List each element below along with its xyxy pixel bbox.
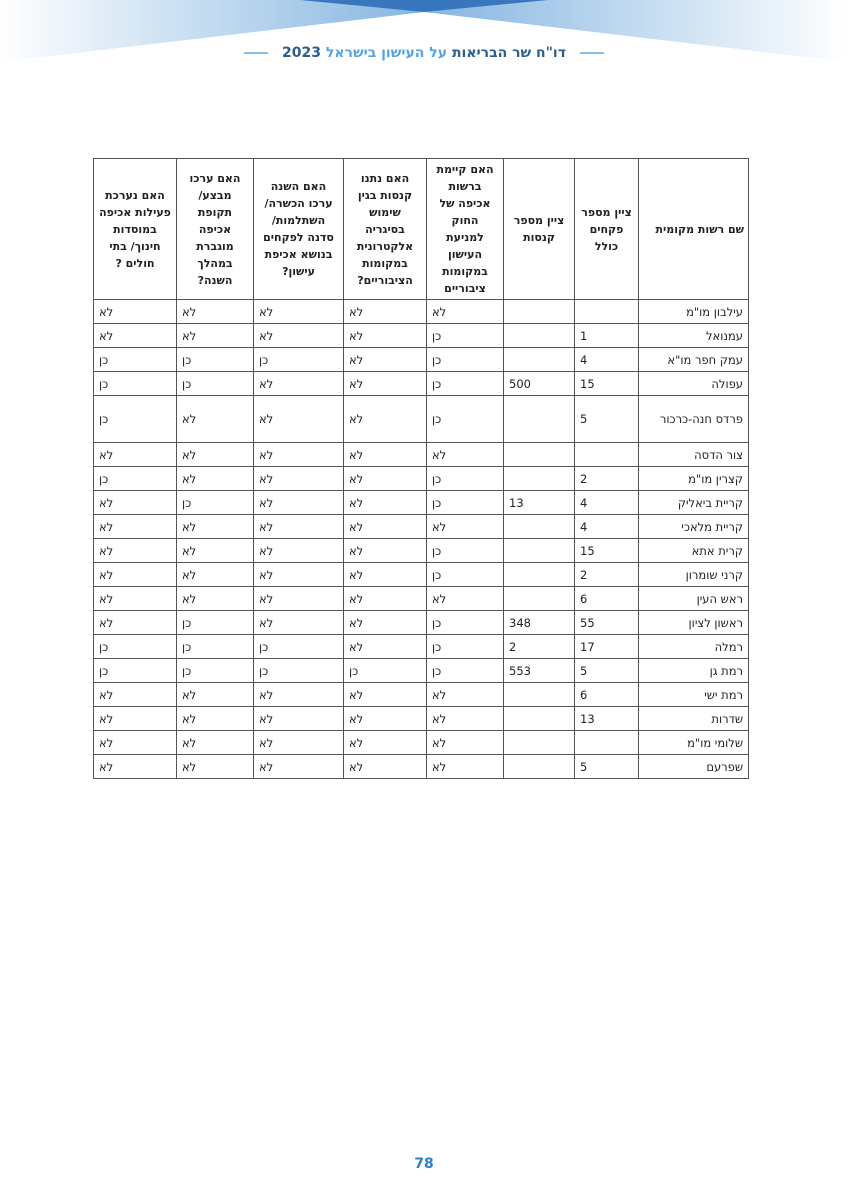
- campaign-cell: לא: [177, 587, 254, 611]
- fines-cell: [504, 587, 575, 611]
- enforcement-cell: כן: [427, 635, 504, 659]
- table-row: [94, 467, 749, 491]
- institutions-cell: לא: [94, 300, 177, 324]
- ecig-fines-cell: לא: [344, 491, 427, 515]
- ecig-fines-cell: לא: [344, 539, 427, 563]
- training-cell: לא: [254, 587, 344, 611]
- table-row: [94, 563, 749, 587]
- fines-cell: [504, 300, 575, 324]
- training-cell: לא: [254, 755, 344, 779]
- institutions-cell: כן: [94, 396, 177, 443]
- table-row: [94, 587, 749, 611]
- enforcement-cell: לא: [427, 755, 504, 779]
- enforcement-table: [93, 158, 749, 779]
- institutions-cell: לא: [94, 515, 177, 539]
- ecig-fines-cell: לא: [344, 515, 427, 539]
- fines-cell: [504, 467, 575, 491]
- authority-cell: עילבון מו"מ: [639, 300, 749, 324]
- institutions-cell: לא: [94, 443, 177, 467]
- enforcement-cell: לא: [427, 443, 504, 467]
- training-cell: לא: [254, 300, 344, 324]
- inspectors-cell: 17: [575, 635, 639, 659]
- enforcement-cell: כן: [427, 539, 504, 563]
- enforcement-cell: לא: [427, 707, 504, 731]
- fines-cell: 2: [504, 635, 575, 659]
- enforcement-cell: כן: [427, 659, 504, 683]
- fines-cell: [504, 443, 575, 467]
- enforcement-cell: כן: [427, 348, 504, 372]
- campaign-cell: כן: [177, 659, 254, 683]
- inspectors-cell: 6: [575, 683, 639, 707]
- page-number: 78: [414, 1156, 434, 1172]
- table-body: [94, 300, 749, 779]
- enforcement-cell: לא: [427, 731, 504, 755]
- inspectors-cell: 55: [575, 611, 639, 635]
- table-row: [94, 755, 749, 779]
- institutions-cell: כן: [94, 659, 177, 683]
- institutions-cell: לא: [94, 563, 177, 587]
- fines-cell: 348: [504, 611, 575, 635]
- inspectors-cell: 2: [575, 563, 639, 587]
- institutions-cell: כן: [94, 467, 177, 491]
- ecig-fines-cell: לא: [344, 396, 427, 443]
- enforcement-cell: כן: [427, 563, 504, 587]
- table-row: [94, 348, 749, 372]
- institutions-cell: כן: [94, 635, 177, 659]
- campaign-cell: לא: [177, 443, 254, 467]
- authority-cell: שפרעם: [639, 755, 749, 779]
- authority-cell: ראש העין: [639, 587, 749, 611]
- enforcement-cell: כן: [427, 611, 504, 635]
- authority-cell: שלומי מו"מ: [639, 731, 749, 755]
- report-header: [0, 45, 848, 61]
- campaign-cell: לא: [177, 324, 254, 348]
- campaign-cell: לא: [177, 300, 254, 324]
- table-row: [94, 611, 749, 635]
- fines-cell: [504, 707, 575, 731]
- table-row: [94, 635, 749, 659]
- col-header-authority: שם רשות מקומית: [639, 159, 749, 300]
- ecig-fines-cell: לא: [344, 300, 427, 324]
- campaign-cell: כן: [177, 635, 254, 659]
- table-row: [94, 659, 749, 683]
- table-row: [94, 539, 749, 563]
- header-rule-left: [244, 52, 268, 54]
- authority-cell: עפולה: [639, 372, 749, 396]
- campaign-cell: לא: [177, 707, 254, 731]
- enforcement-cell: כן: [427, 491, 504, 515]
- campaign-cell: כן: [177, 611, 254, 635]
- fines-cell: [504, 731, 575, 755]
- inspectors-cell: 4: [575, 491, 639, 515]
- ecig-fines-cell: לא: [344, 443, 427, 467]
- authority-cell: רמת גן: [639, 659, 749, 683]
- institutions-cell: לא: [94, 611, 177, 635]
- authority-cell: עמק חפר מו"א: [639, 348, 749, 372]
- training-cell: לא: [254, 324, 344, 348]
- enforcement-cell: לא: [427, 587, 504, 611]
- table-row: [94, 515, 749, 539]
- ecig-fines-cell: לא: [344, 755, 427, 779]
- fines-cell: [504, 396, 575, 443]
- inspectors-cell: 13: [575, 707, 639, 731]
- header-title-accent: על העישון בישראל: [325, 45, 448, 61]
- authority-cell: קרני שומרון: [639, 563, 749, 587]
- training-cell: לא: [254, 707, 344, 731]
- authority-cell: קריית ביאליק: [639, 491, 749, 515]
- training-cell: לא: [254, 515, 344, 539]
- ecig-fines-cell: לא: [344, 731, 427, 755]
- training-cell: לא: [254, 683, 344, 707]
- campaign-cell: לא: [177, 683, 254, 707]
- training-cell: לא: [254, 731, 344, 755]
- enforcement-cell: לא: [427, 300, 504, 324]
- inspectors-cell: 6: [575, 587, 639, 611]
- institutions-cell: לא: [94, 755, 177, 779]
- ecig-fines-cell: לא: [344, 563, 427, 587]
- campaign-cell: כן: [177, 491, 254, 515]
- campaign-cell: לא: [177, 515, 254, 539]
- campaign-cell: לא: [177, 396, 254, 443]
- inspectors-cell: 5: [575, 396, 639, 443]
- inspectors-cell: 15: [575, 372, 639, 396]
- campaign-cell: לא: [177, 563, 254, 587]
- campaign-cell: כן: [177, 348, 254, 372]
- training-cell: כן: [254, 348, 344, 372]
- enforcement-cell: לא: [427, 683, 504, 707]
- ecig-fines-cell: לא: [344, 348, 427, 372]
- table-row: [94, 300, 749, 324]
- enforcement-cell: כן: [427, 372, 504, 396]
- training-cell: לא: [254, 372, 344, 396]
- ecig-fines-cell: לא: [344, 324, 427, 348]
- table-row: [94, 372, 749, 396]
- training-cell: לא: [254, 611, 344, 635]
- fines-cell: [504, 515, 575, 539]
- institutions-cell: לא: [94, 491, 177, 515]
- enforcement-cell: לא: [427, 515, 504, 539]
- inspectors-cell: 1: [575, 324, 639, 348]
- campaign-cell: לא: [177, 539, 254, 563]
- institutions-cell: לא: [94, 707, 177, 731]
- institutions-cell: כן: [94, 348, 177, 372]
- authority-cell: קריית מלאכי: [639, 515, 749, 539]
- col-header-training: האם השנה ערכו הכשרה/ השתלמות/ סדנה לפקחים בנושא אכיפת עישון?: [254, 159, 344, 300]
- fines-cell: [504, 683, 575, 707]
- table-row: [94, 707, 749, 731]
- inspectors-cell: 4: [575, 515, 639, 539]
- col-header-enforcement: האם קיימת ברשות אכיפה של החוק למניעת העישון במקומות ציבוריים: [427, 159, 504, 300]
- campaign-cell: לא: [177, 755, 254, 779]
- enforcement-cell: כן: [427, 467, 504, 491]
- fines-cell: 13: [504, 491, 575, 515]
- campaign-cell: כן: [177, 372, 254, 396]
- inspectors-cell: 4: [575, 348, 639, 372]
- authority-cell: פרדס חנה-כרכור: [639, 396, 749, 443]
- inspectors-cell: 5: [575, 755, 639, 779]
- inspectors-cell: [575, 300, 639, 324]
- table-row: [94, 443, 749, 467]
- ecig-fines-cell: לא: [344, 635, 427, 659]
- table-row: [94, 731, 749, 755]
- authority-cell: צור הדסה: [639, 443, 749, 467]
- inspectors-cell: 15: [575, 539, 639, 563]
- authority-cell: שדרות: [639, 707, 749, 731]
- authority-cell: קצרין מו"מ: [639, 467, 749, 491]
- ecig-fines-cell: כן: [344, 659, 427, 683]
- institutions-cell: לא: [94, 683, 177, 707]
- header-title: דו"ח שר הבריאות: [451, 45, 566, 61]
- header-rule-right: [580, 52, 604, 54]
- header-year: 2023: [282, 45, 321, 61]
- table-row: [94, 683, 749, 707]
- training-cell: כן: [254, 659, 344, 683]
- institutions-cell: כן: [94, 372, 177, 396]
- institutions-cell: לא: [94, 731, 177, 755]
- training-cell: לא: [254, 443, 344, 467]
- institutions-cell: לא: [94, 587, 177, 611]
- training-cell: לא: [254, 467, 344, 491]
- fines-cell: [504, 324, 575, 348]
- ecig-fines-cell: לא: [344, 372, 427, 396]
- col-header-inspectors: ציין מספר פקחים כולל: [575, 159, 639, 300]
- authority-cell: עמנואל: [639, 324, 749, 348]
- col-header-campaign: האם ערכו מבצע/ תקופת אכיפה מוגברת במהלך השנה?: [177, 159, 254, 300]
- fines-cell: [504, 755, 575, 779]
- authority-cell: רמלה: [639, 635, 749, 659]
- inspectors-cell: 5: [575, 659, 639, 683]
- institutions-cell: לא: [94, 539, 177, 563]
- table-row: [94, 396, 749, 443]
- fines-cell: 553: [504, 659, 575, 683]
- fines-cell: [504, 539, 575, 563]
- fines-cell: [504, 563, 575, 587]
- inspectors-cell: [575, 443, 639, 467]
- enforcement-cell: כן: [427, 396, 504, 443]
- ecig-fines-cell: לא: [344, 707, 427, 731]
- training-cell: לא: [254, 539, 344, 563]
- fines-cell: [504, 348, 575, 372]
- ecig-fines-cell: לא: [344, 587, 427, 611]
- authority-cell: קרית אתא: [639, 539, 749, 563]
- col-header-ecig-fines: האם נתנו קנסות בגין שימוש בסיגריה אלקטרונית במקומות הציבוריים?: [344, 159, 427, 300]
- ecig-fines-cell: לא: [344, 467, 427, 491]
- institutions-cell: לא: [94, 324, 177, 348]
- campaign-cell: לא: [177, 467, 254, 491]
- col-header-institutions: האם נערכת פעילות אכיפה במוסדות חינוך/ בתי חולים ?: [94, 159, 177, 300]
- fines-cell: 500: [504, 372, 575, 396]
- training-cell: לא: [254, 396, 344, 443]
- training-cell: לא: [254, 491, 344, 515]
- header-banner: [0, 0, 848, 72]
- table-row: [94, 491, 749, 515]
- campaign-cell: לא: [177, 731, 254, 755]
- ecig-fines-cell: לא: [344, 683, 427, 707]
- ecig-fines-cell: לא: [344, 611, 427, 635]
- enforcement-cell: כן: [427, 324, 504, 348]
- header-row: [94, 159, 749, 300]
- inspectors-cell: 2: [575, 467, 639, 491]
- training-cell: כן: [254, 635, 344, 659]
- table-row: [94, 324, 749, 348]
- inspectors-cell: [575, 731, 639, 755]
- authority-cell: רמת ישי: [639, 683, 749, 707]
- col-header-fines: ציין מספר קנסות: [504, 159, 575, 300]
- training-cell: לא: [254, 563, 344, 587]
- authority-cell: ראשון לציון: [639, 611, 749, 635]
